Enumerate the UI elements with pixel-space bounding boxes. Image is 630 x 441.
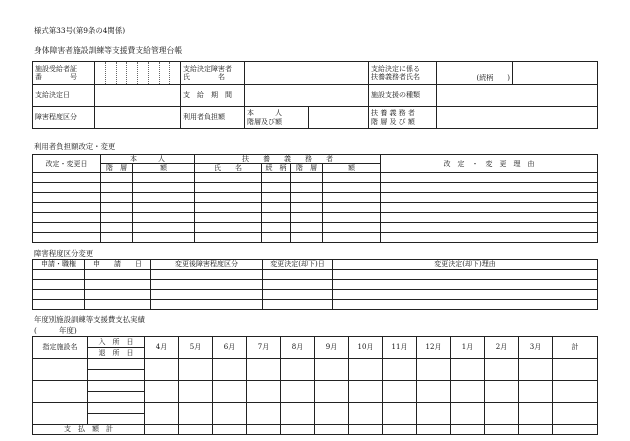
disability-class-field[interactable]	[95, 107, 181, 129]
table-row[interactable]	[33, 233, 598, 243]
table-row[interactable]	[33, 290, 598, 300]
support-type-field[interactable]	[437, 85, 598, 107]
table-row[interactable]	[33, 193, 598, 203]
col-change-date: 改定・変更日	[33, 155, 101, 173]
recipient-info-table	[32, 61, 598, 129]
col-new-class: 変更後障害程度区分	[151, 260, 263, 270]
self-level-field[interactable]	[309, 107, 369, 129]
col-entry-date: 入 所 日	[88, 337, 145, 348]
facility-cert-number-field[interactable]	[95, 62, 181, 85]
period-field[interactable]	[245, 85, 369, 107]
table-row[interactable]	[33, 359, 598, 370]
dependent-level-label: 扶 養 義 務 者 階 層 及 び 額	[369, 107, 437, 129]
col-dependent: 扶 養 義 務 者	[195, 155, 381, 164]
table-row[interactable]	[33, 183, 598, 193]
table-row[interactable]	[33, 270, 598, 280]
page-title: 身体障害者施設訓練等支援費支給管理台帳	[34, 46, 183, 55]
relation-label: (続柄 )	[476, 73, 510, 82]
col-self: 本 人	[101, 155, 195, 164]
col-exit-date: 退 所 日	[88, 348, 145, 359]
col-dep-relation: 続 柄	[262, 164, 291, 173]
facility-cert-label: 施設受給者証 番 号	[33, 62, 95, 85]
support-type-label: 施設支援の種類	[369, 85, 437, 107]
month-9: 9月	[315, 337, 349, 359]
month-6: 6月	[213, 337, 247, 359]
recipient-name-label: 支給決定障害者 氏 名	[181, 62, 245, 85]
payment-table	[32, 336, 598, 435]
burden-label: 利用者負担額	[181, 107, 245, 129]
table-row[interactable]	[33, 280, 598, 290]
col-dep-amount: 額	[323, 164, 381, 173]
col-facility-name: 指定施設名	[33, 337, 88, 359]
month-11: 11月	[383, 337, 417, 359]
col-dep-level: 階 層	[291, 164, 323, 173]
month-1: 1月	[451, 337, 485, 359]
table-row[interactable]	[33, 381, 598, 392]
fiscal-year-label: ( 年度)	[34, 326, 77, 335]
month-2: 2月	[485, 337, 519, 359]
col-apply-type: 申請・職権	[33, 260, 85, 270]
table-row[interactable]	[33, 403, 598, 414]
col-total: 計	[553, 337, 598, 359]
total-row	[33, 425, 598, 435]
col-self-amount: 額	[133, 164, 195, 173]
decision-date-field[interactable]	[95, 85, 181, 107]
class-change-table	[32, 259, 598, 310]
disability-class-label: 障害程度区分	[33, 107, 95, 129]
month-3: 3月	[519, 337, 553, 359]
month-7: 7月	[247, 337, 281, 359]
col-decision-date: 変更決定(却下)日	[263, 260, 333, 270]
dependent-level-field[interactable]	[437, 107, 598, 129]
recipient-name-field[interactable]	[245, 62, 369, 85]
burden-change-table	[32, 154, 598, 243]
table-row[interactable]	[33, 300, 598, 310]
payment-total-label: 支 払 額 計	[33, 425, 145, 435]
month-8: 8月	[281, 337, 315, 359]
burden-section-title: 利用者負担額改定・変更	[34, 142, 116, 151]
col-dep-name: 氏 名	[195, 164, 262, 173]
col-apply-date: 申 請 日	[85, 260, 151, 270]
form-number: 様式第33号(第9条の4関係)	[34, 26, 126, 35]
table-row[interactable]	[33, 203, 598, 213]
guardian-name-field[interactable]	[437, 62, 513, 85]
table-row[interactable]	[33, 213, 598, 223]
col-change-reason: 改 定 ・ 変 更 理 由	[381, 155, 598, 173]
class-section-title: 障害程度区分変更	[34, 249, 94, 258]
guardian-extra-field[interactable]	[513, 62, 598, 85]
table-row[interactable]	[33, 223, 598, 233]
payment-section-title: 年度別施設訓練等支援費支払実績	[34, 315, 145, 324]
month-12: 12月	[417, 337, 451, 359]
col-decision-reason: 変更決定(却下)理由	[333, 260, 598, 270]
month-10: 10月	[349, 337, 383, 359]
table-row[interactable]	[33, 173, 598, 183]
col-self-level: 階 層	[101, 164, 133, 173]
guardian-name-label: 支給決定に係る 扶養義務者氏名	[369, 62, 437, 85]
month-5: 5月	[179, 337, 213, 359]
self-level-label: 本 人 階層及び額	[245, 107, 309, 129]
period-label: 支 給 期 間	[181, 85, 245, 107]
month-4: 4月	[145, 337, 179, 359]
decision-date-label: 支給決定日	[33, 85, 95, 107]
